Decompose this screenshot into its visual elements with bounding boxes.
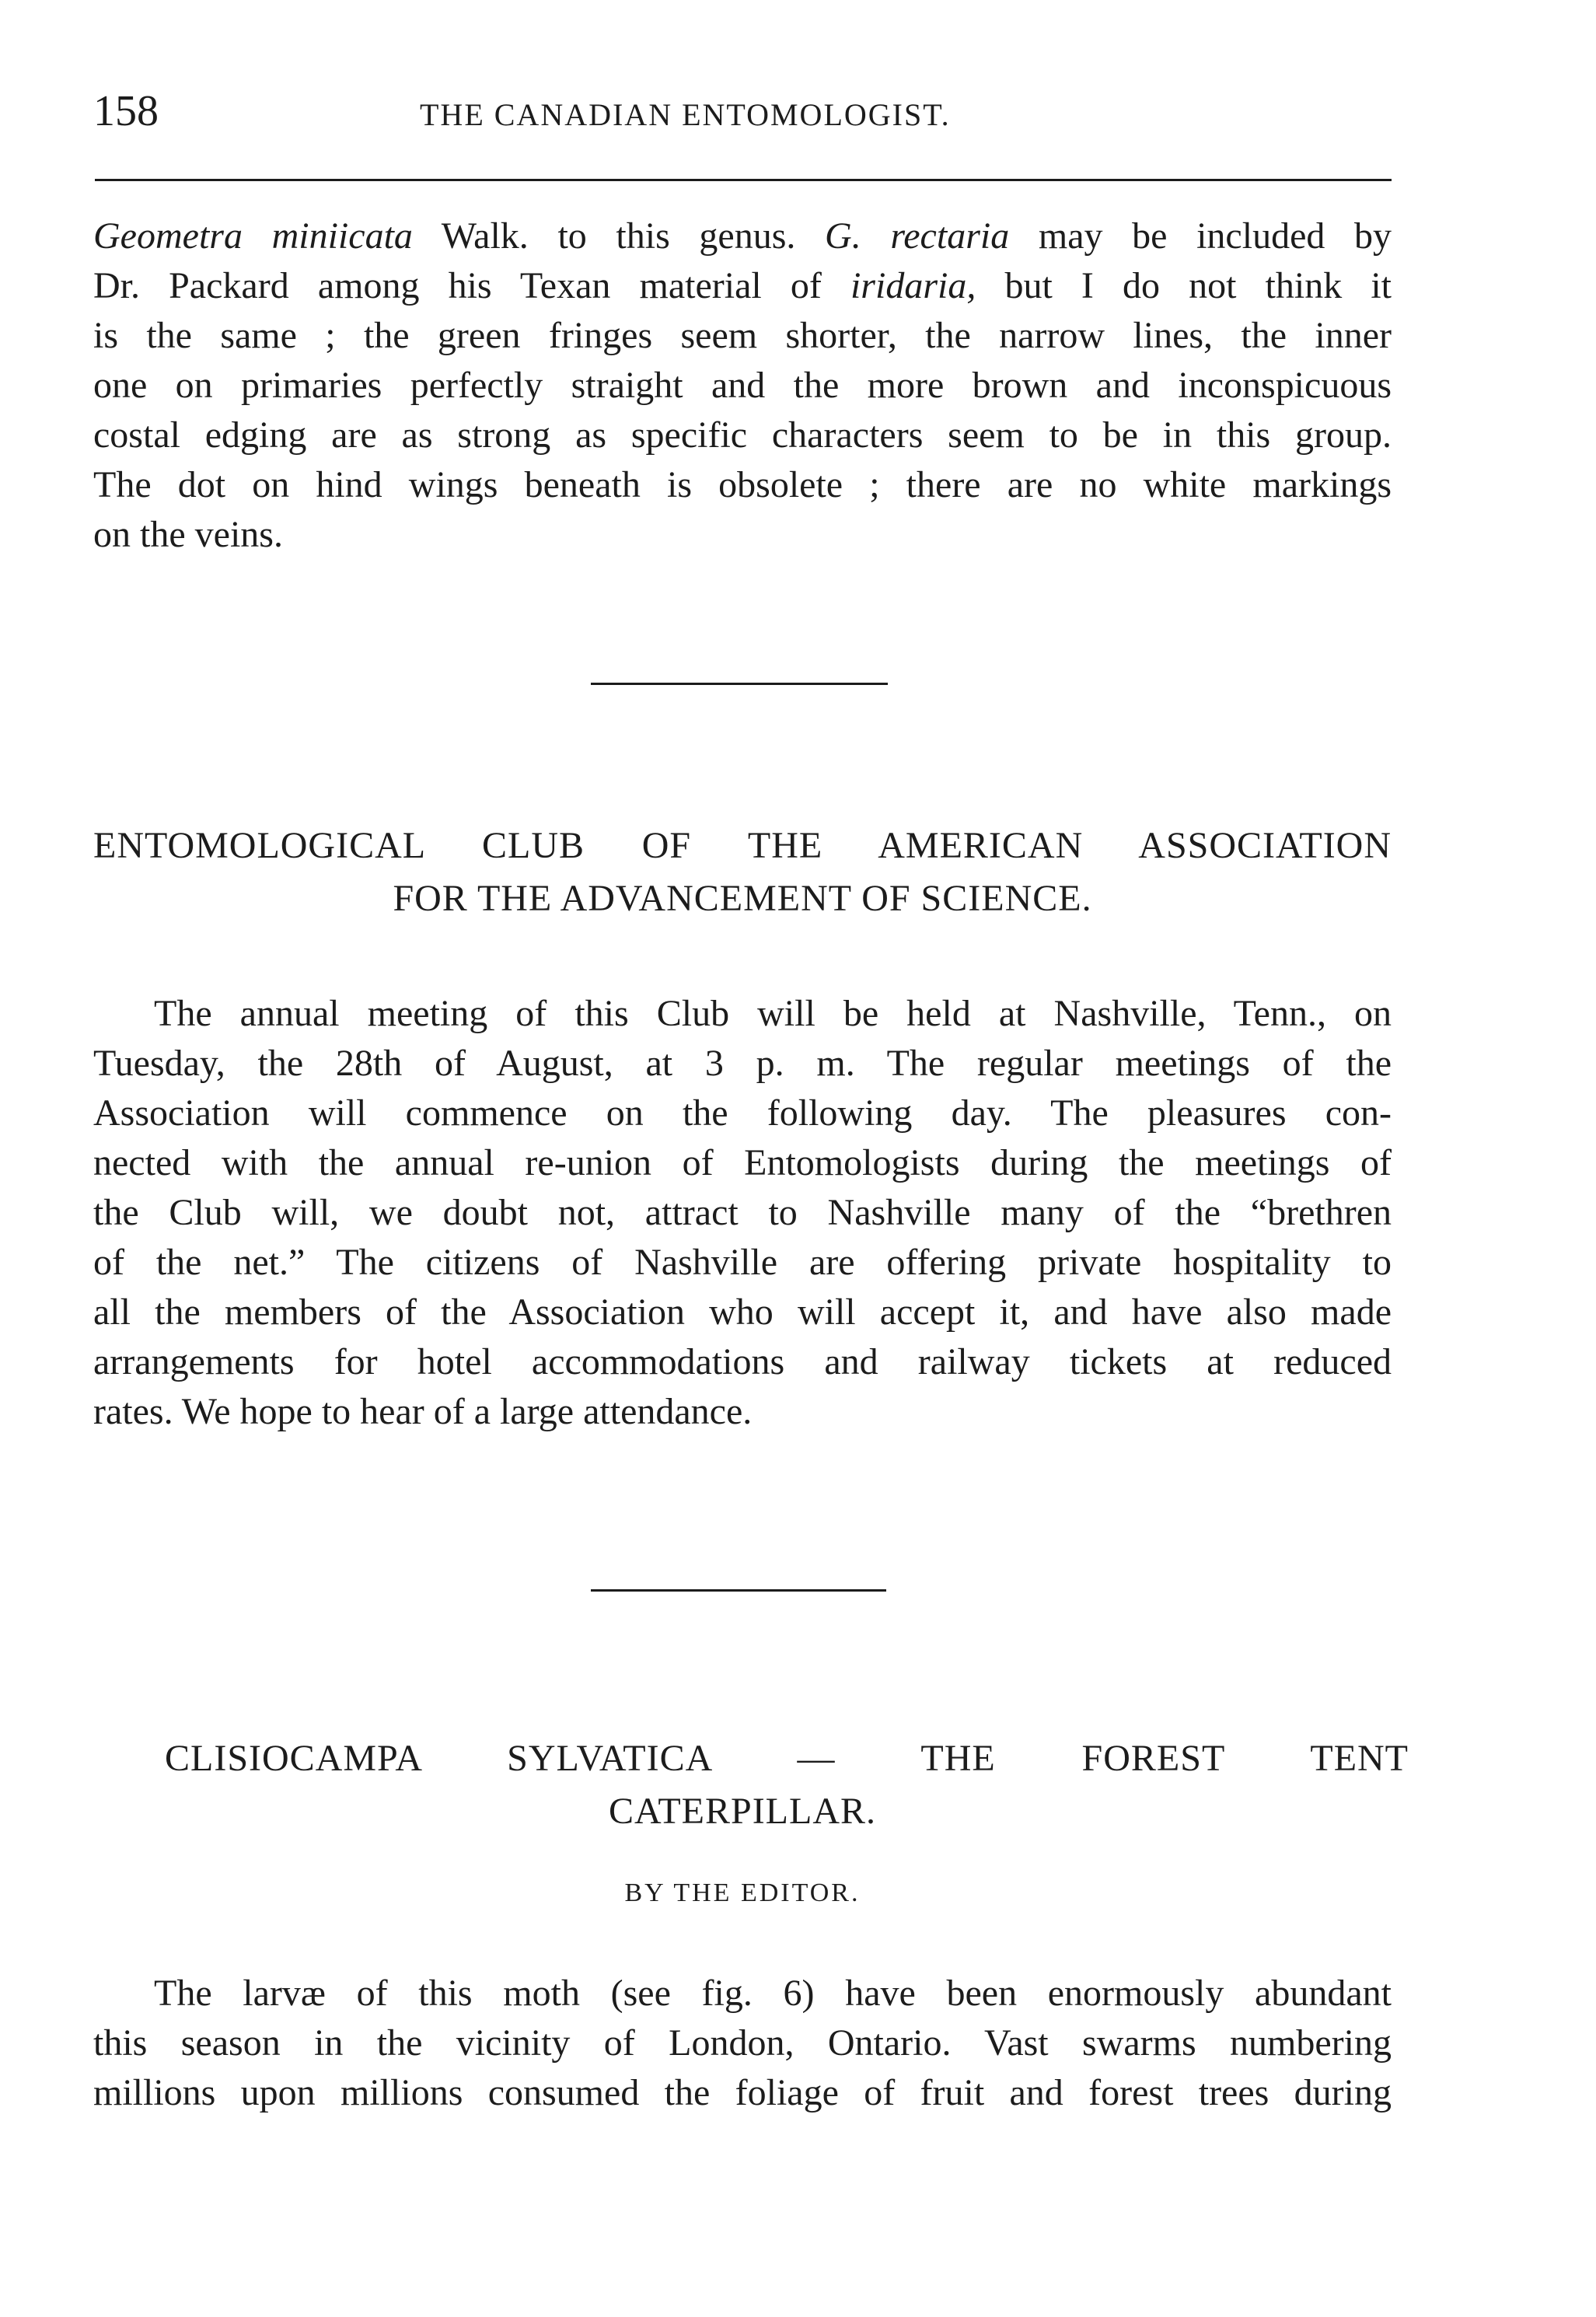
text-line: arrangements for hotel accommodations and railway tickets at reduced [93,1341,1392,1382]
text-line [93,311,1392,361]
text-run: one on primaries perfectly straight and the more brown and inconspicuous [93,365,1392,406]
text-line: rates. We hope to hear of a large attendance. [93,1391,753,1432]
continuation-paragraph [93,211,1392,560]
text-run: The dot on hind wings beneath is obsolete ; there are no white markings [93,464,1392,505]
text-line [93,361,1392,411]
text-run: costal edging are as strong as specific characters seem to be in this group. [93,414,1392,456]
text-run: may be included by [1009,215,1392,257]
byline: BY THE EDITOR. [624,1878,861,1907]
text-line: Tuesday, the 28th of August, at 3 p. m. The regular meetings of the [93,1043,1392,1084]
text-line: of the net.” The citizens of Nashville are offering private hospitality to [93,1242,1392,1283]
text-line: the Club will, we doubt not, attract to Nashville many of the “brethren [93,1192,1392,1233]
page-number: 158 [93,87,159,135]
running-head [93,84,1392,138]
italic-text: G. rectaria [825,215,1010,257]
text-line: Association will commence on the following day. The pleasures con- [93,1092,1392,1134]
text-line: The annual meeting of this Club will be held at Nashville, Tenn., on [154,993,1392,1034]
text-run: on the veins. [93,514,283,555]
section-separator-rule [591,683,888,685]
club-heading-line-1: ENTOMOLOGICAL CLUB OF THE AMERICAN ASSOCIATION [93,825,1392,866]
club-heading-line-2: FOR THE ADVANCEMENT OF SCIENCE. [393,878,1092,919]
text-line [93,460,1392,510]
club-announcement-paragraph [93,989,1392,1437]
section-separator-rule [591,1589,886,1592]
text-line [93,261,1392,311]
text-run: Walk. to this genus. [412,215,826,257]
header-rule [95,179,1392,181]
text-run: but I do not think it [976,265,1392,306]
text-run: is the same ; the green fringes seem shorter, the narrow lines, the inner [93,315,1392,356]
text-line [93,510,1392,560]
text-run: Dr. Packard among his Texan material of [93,265,850,306]
clisiocampa-heading-line-2: CATERPILLAR. [608,1791,876,1832]
clisiocampa-heading-line-1: CLISIOCAMPA SYLVATICA — THE FOREST TENT [165,1738,1409,1779]
text-line: this season in the vicinity of London, Ontario. Vast swarms numbering [93,2022,1392,2064]
italic-text: Geometra miniicata [93,215,413,257]
text-line: millions upon millions consumed the foliage of fruit and forest trees during [93,2072,1392,2113]
text-line [93,211,1392,261]
clisiocampa-paragraph [93,1969,1392,2118]
text-line: all the members of the Association who will accept it, and have also made [93,1291,1392,1333]
text-line [93,411,1392,460]
clisiocampa-heading-block [93,1732,1409,1838]
text-line: The larvæ of this moth (see fig. 6) have been enormously abundant [154,1973,1392,2014]
italic-text: iridaria, [850,265,976,306]
text-line: nected with the annual re-union of Entomologists during the meetings of [93,1142,1392,1183]
club-section-heading [93,820,1392,925]
journal-title: THE CANADIAN ENTOMOLOGIST. [420,97,951,132]
